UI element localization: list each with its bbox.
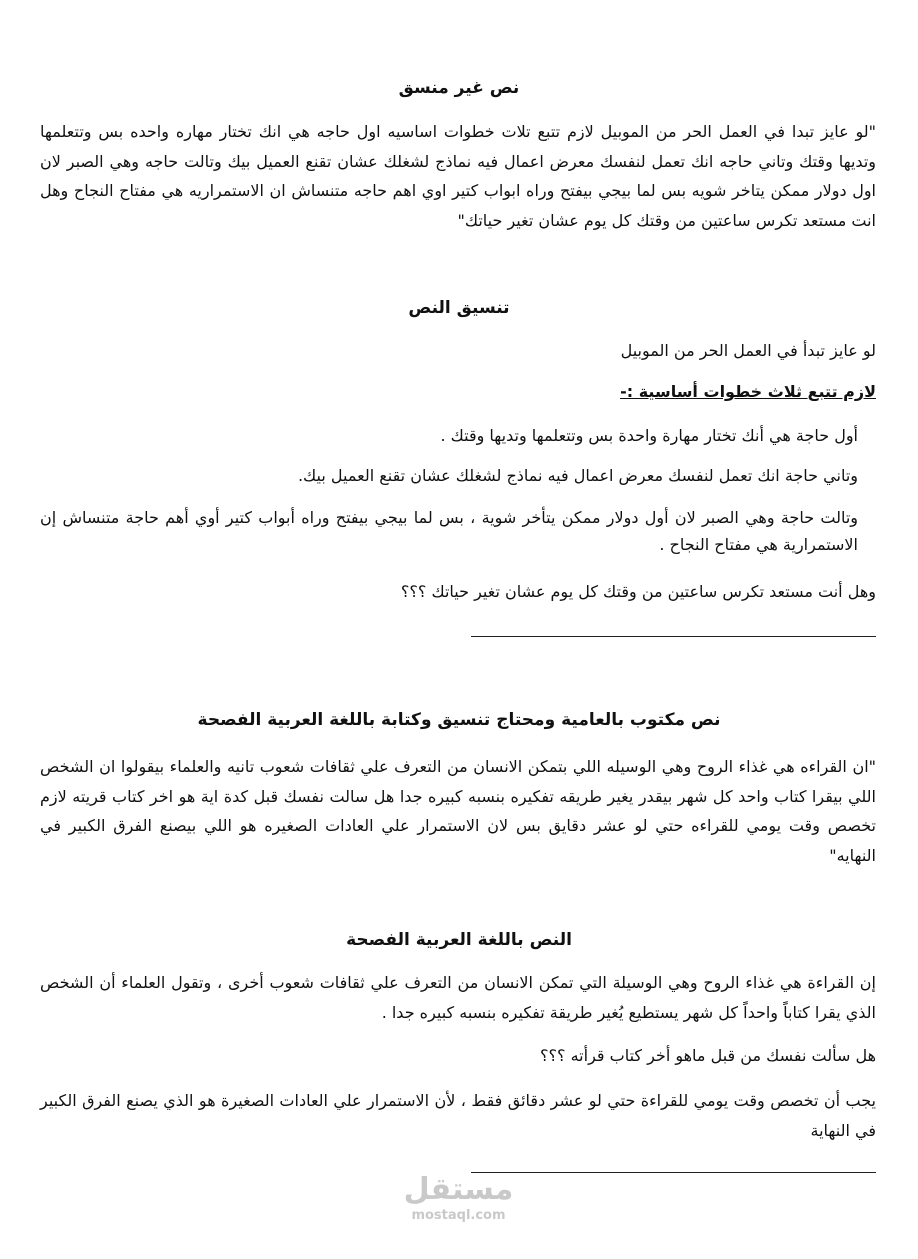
watermark-arabic: مستقل (403, 1172, 514, 1207)
formatted-question: وهل أنت مستعد تكرس ساعتين من وقتك كل يوم عشان تغير حياتك ؟؟؟ (400, 582, 876, 601)
formatted-step-3: وتالت حاجة وهي الصبر لان أول دولار ممكن يتأخر شوية ، بس لما بيجي بيفتح وراه أبواب كتير أوي أهم حاجة متنساش إن الاستمرارية هي مفتاح النجاح . (40, 508, 858, 554)
section-heading-unformatted: نص غير منسق (398, 78, 520, 98)
formatted-subheading: لازم تتبع ثلاث خطوات أساسية :- (620, 382, 876, 401)
divider-line (471, 1172, 876, 1173)
classical-paragraph-3: يجب أن تخصص وقت يومي للقراءة حتي لو عشر دقائق فقط ، لأن الاستمرار علي العادات الصغيرة هو الذي يصنع الفرق الكبير في النهاية (40, 1091, 876, 1140)
section-heading-colloquial: نص مكتوب بالعامية ومحتاج تنسيق وكتابة باللغة العربية الفصحة (197, 710, 721, 730)
divider-line (471, 636, 876, 637)
mostaql-watermark (396, 1172, 521, 1224)
watermark-latin: mostaql.com (411, 1208, 506, 1223)
classical-paragraph-1: إن القراءة هي غذاء الروح وهي الوسيلة التي تمكن الانسان من التعرف علي ثقافات شعوب أخرى ، وتقول العلماء أن الشخص الذي يقرا كتاباًً واحداًً كل شهر يستطيع يُغير طريقة تفكيره بنسبه كبيره جدا . (40, 973, 876, 1022)
unformatted-text: "لو عايز تبدا في العمل الحر من الموبيل لازم تتبع تلات خطوات اساسيه اول حاجه هي انك تختار مهاره واحده بس وتتعلمها وتديها وقتك وتاني حاجه انك تعمل لنفسك معرض اعمال فيه نماذج لشغلك عشان تقنع العميل بيك وتالت حاجه وهي الصبر لان اول دولار ممكن يتاخر شويه بس لما بيجي بيفتح وراه ابواب كتير اوي اهم حاجه متنساش ان الاستمراريه هي مفتاح النجاح وهل انت مستعد تكرس ساعتين من وقتك كل يوم عشان تغير حياتك" (40, 122, 876, 230)
formatted-intro: لو عايز تبدأ في العمل الحر من الموبيل (620, 341, 876, 360)
formatted-step-2: وتاني حاجة انك تعمل لنفسك معرض اعمال فيه نماذج لشغلك عشان تقنع العميل بيك. (297, 466, 858, 485)
colloquial-text: "ان القراءه هي غذاء الروح وهي الوسيله اللي بتمكن الانسان من التعرف علي ثقافات شعوب تانيه والعلماء بيقولوا ان الشخص اللي بيقرا كتاب واحد كل شهر بيقدر يغير طريقه تفكيره بنسبه كبيره جدا هل سالت نفسك قبل كدة اية هو اخر كتاب قريته لازم تخصص وقت يومي للقراءه حتي لو عشر دقايق بس لان الاستمرار علي العادات الصغيره هو اللي بيصنع الفرق الكبير في النهايه" (40, 757, 876, 865)
section-heading-classical: النص باللغة العربية الفصحة (346, 930, 572, 950)
formatted-step-1: أول حاجة هي أنك تختار مهارة واحدة بس وتتعلمها وتديها وقتك . (440, 426, 858, 445)
classical-paragraph-2: هل سألت نفسك من قبل ماهو أخر كتاب قرأته ؟؟؟ (540, 1046, 876, 1065)
section-heading-formatting: تنسيق النص (408, 298, 510, 318)
